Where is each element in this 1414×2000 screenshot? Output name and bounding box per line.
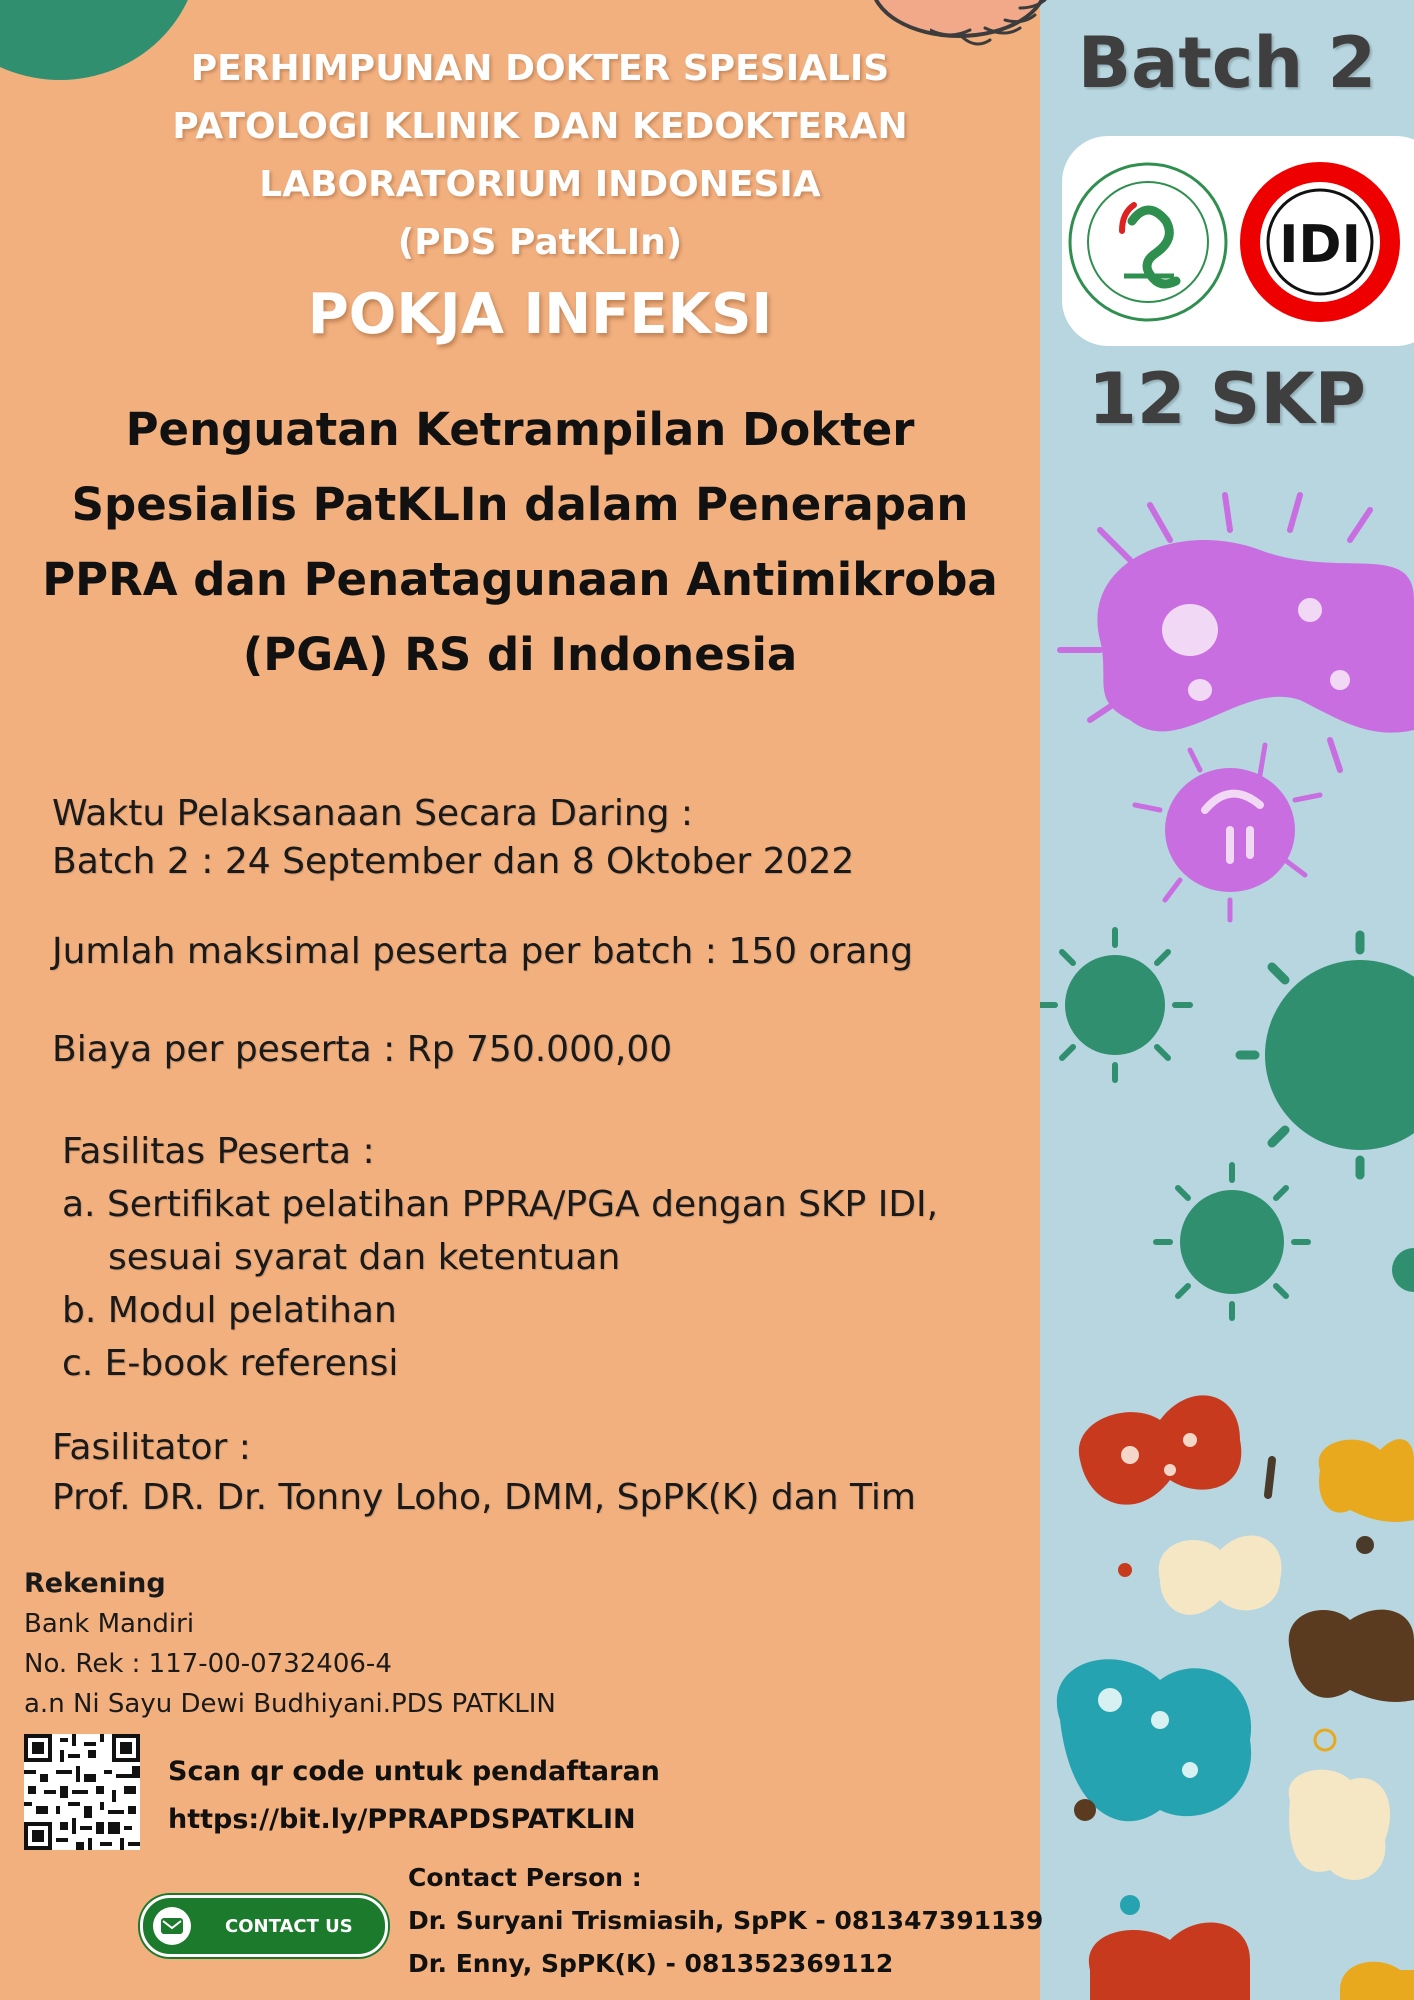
org-line: (PDS PatKLIn): [397, 222, 683, 263]
title-line: PPRA dan Penatagunaan Antimikroba: [42, 553, 998, 606]
logo-images: [1062, 136, 1402, 346]
facilities-label: Fasilitas Peserta :: [62, 1131, 375, 1172]
org-line: PATOLOGI KLINIK DAN KEDOKTERAN: [172, 106, 908, 147]
facilitator-name: Prof. DR. Dr. Tonny Loho, DMM, SpPK(K) dan Tim: [52, 1477, 916, 1518]
green-virus-icon: [1040, 930, 1190, 1080]
teal-bacteria-icon: [1057, 1659, 1251, 1821]
registration-block: [168, 1748, 660, 1844]
facilitator-block: [52, 1423, 916, 1523]
account-number: No. Rek : 117-00-0732406-4: [24, 1649, 392, 1679]
account-heading: Rekening: [24, 1568, 166, 1599]
idi-logo-text: IDI: [1279, 215, 1361, 275]
registration-link[interactable]: https://bit.ly/PPRAPDSPATKLIN: [168, 1804, 636, 1835]
title-line: Penguatan Ketrampilan Dokter: [125, 403, 915, 456]
logo-card: [1062, 136, 1414, 346]
red-bacteria-icon: [1079, 1395, 1241, 1504]
green-virus-small-icon: [1156, 1165, 1308, 1318]
pds-patklin-logo-icon: [1070, 164, 1226, 320]
account-details: [24, 1604, 556, 1724]
max-participants: Jumlah maksimal peserta per batch : 150 orang: [52, 931, 914, 972]
facility-item: b. Modul pelatihan: [62, 1290, 397, 1331]
account-holder: a.n Ni Sayu Dewi Budhiyani.PDS PATKLIN: [24, 1689, 556, 1719]
brown-bacteria-icon: [1289, 1610, 1414, 1702]
org-line: LABORATORIUM INDONESIA: [259, 164, 821, 205]
cream-bacteria-icon: [1159, 1536, 1282, 1615]
skp-label: 12 SKP: [1088, 358, 1366, 440]
scan-instruction: Scan qr code untuk pendaftaran: [168, 1756, 660, 1787]
cream-bacteria-bottom-icon: [1289, 1770, 1390, 1880]
contact-us-button[interactable]: [140, 1895, 388, 1957]
facilitator-label: Fasilitator :: [52, 1427, 251, 1468]
schedule-block: [52, 790, 854, 886]
facility-item: c. E-book referensi: [62, 1343, 399, 1384]
event-title: [20, 392, 1020, 692]
idi-logo-icon: [1240, 162, 1400, 322]
yellow-bacteria-icon: [1319, 1439, 1414, 1522]
cost: Biaya per peserta : Rp 750.000,00: [52, 1029, 673, 1070]
contact-heading: Contact Person :: [408, 1863, 642, 1892]
contact-persons: [408, 1856, 1043, 1985]
contact-us-label: CONTACT US: [225, 1915, 353, 1937]
schedule-label: Waktu Pelaksanaan Secara Daring :: [52, 793, 694, 834]
facilities-block: [62, 1125, 938, 1390]
schedule-value: Batch 2 : 24 September dan 8 Oktober 2022: [52, 841, 855, 882]
contact-person: Dr. Suryani Trismiasih, SpPK - 081347391139: [408, 1906, 1044, 1935]
mail-icon: [153, 1907, 191, 1945]
title-line: (PGA) RS di Indonesia: [242, 628, 798, 681]
green-virus-large-icon: [1240, 935, 1414, 1175]
red-bacteria-bottom-icon: [1089, 1923, 1250, 2000]
title-line: Spesialis PatKLIn dalam Penerapan: [71, 478, 969, 531]
contact-person: Dr. Enny, SpPK(K) - 081352369112: [408, 1949, 894, 1978]
bank-name: Bank Mandiri: [24, 1609, 195, 1639]
batch-label: Batch 2: [1077, 22, 1377, 104]
facility-item: a. Sertifikat pelatihan PPRA/PGA dengan SKP IDI,: [62, 1184, 939, 1225]
purple-bacteria-icon: [1060, 495, 1414, 770]
facility-item-continued: sesuai syarat dan ketentuan: [108, 1237, 621, 1278]
qr-code-icon[interactable]: [24, 1734, 140, 1850]
org-line: PERHIMPUNAN DOKTER SPESIALIS: [190, 48, 890, 89]
purple-germ-icon: [1135, 745, 1320, 920]
organization-name: [100, 40, 980, 272]
pokja-heading: POKJA INFEKSI: [307, 282, 773, 347]
